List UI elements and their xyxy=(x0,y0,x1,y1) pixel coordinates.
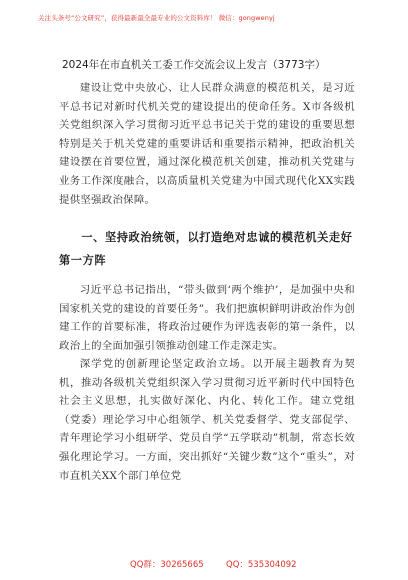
page-footer xyxy=(0,556,408,576)
paragraph-intro: 建设让党中央放心、让人民群众满意的模范机关，是习近平总书记对新时代机关党的建设提出的使命任务。X市各级机关党组织深入学习贯彻习近平总书记关于党的建设的重要思想特别是关于机关党建的重要讲话和重要指示精神，把政治机关建设摆在首要位置，通过深化模范机关创建，推动机关党建与业务工作深度融合，以高质量机关党建为中国式现代化XX实践提供坚强政治保障。 xyxy=(59,82,355,206)
banner-text: 关注头条号“公文研究”，获得最新最全最专业的公文资料库！ 微信：gongwenyj xyxy=(38,14,275,22)
section-heading-1: 一、坚持政治统领，以打造绝对忠诚的模范机关走好第一方阵 xyxy=(59,231,353,267)
paragraph-3: 深学党的创新理论坚定政治立场。以开展主题教育为契机，推动各级机关党组织深入学习贯彻习近平新时代中国特色社会主义思想，扎实做好深化、内化、转化工作。建立党组（党委）理论学习中心组领学、机关党委督学、党支部促学、青年理论学习小组研学、党员自学“五学联动”机制，常态长效强化理论学习。一方面，突出抓好“关键少数”这个“重头”，对市直机关XX个部门单位党 xyxy=(59,358,355,482)
document-title: 2024年在市直机关工委工作交流会议上发言（3773字） xyxy=(62,59,326,71)
footer-qq-group: QQ群：30265665 xyxy=(130,560,204,570)
paragraph-2: 习近平总书记指出，“带头做到‘两个维护’，是加强中央和国家机关党的建设的首要任务”。我们把旗帜鲜明讲政治作为创建工作的首要标准，将政治过硬作为评选表彰的第一条件，以政治上的全面加强引领推动创建工作走深走实。 xyxy=(59,284,355,352)
footer-qq: QQ：535304092 xyxy=(226,560,297,570)
top-banner xyxy=(0,0,408,40)
